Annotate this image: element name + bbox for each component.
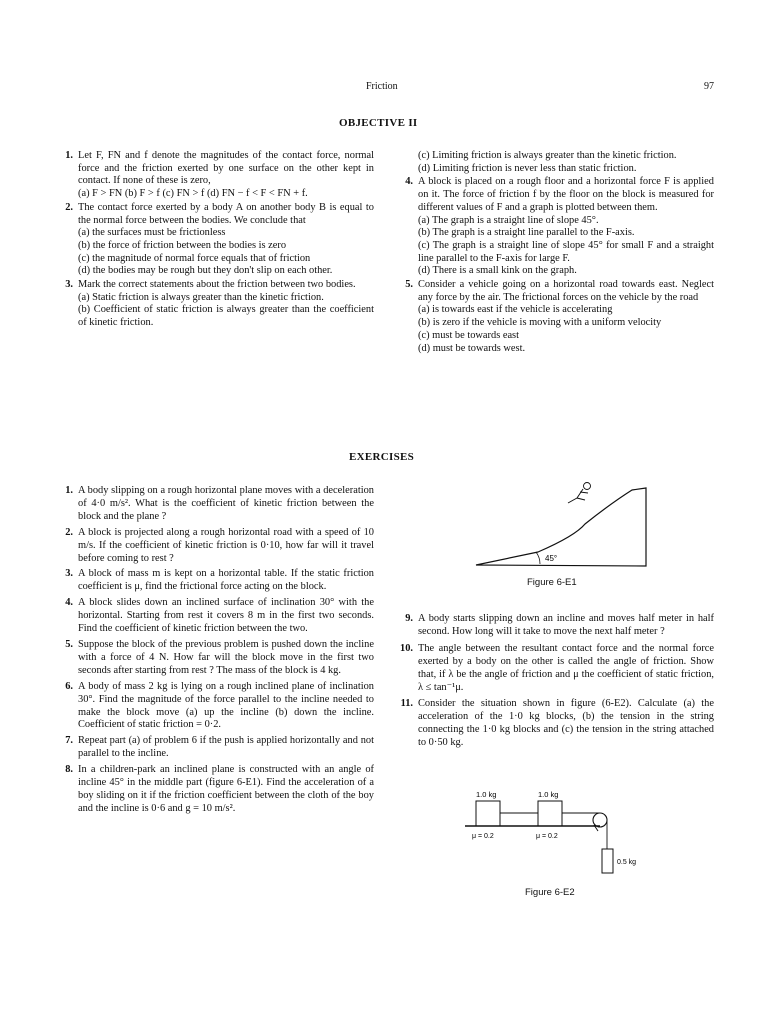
question-option: (d) must be towards west. [418,342,526,354]
question-text: Consider a vehicle going on a horizontal road towards east. Neglect any force by the air. The frictional forces on the vehicle by the road [418,279,714,303]
question-option: (c) Limiting friction is always greater than the kinetic friction. [418,150,677,161]
exercise-item [400,613,714,639]
objective-question [60,150,374,201]
boy-figure [568,483,591,504]
figure-6-e1-caption: Figure 6-E1 [527,577,577,588]
exercise-text: A block is projected along a rough horizontal road with a speed of 10 m/s. If the coefficient of kinetic friction is 0·10, how far will it travel before coming to rest ? [78,526,374,564]
question-number: 2. [65,201,73,213]
block-1-label: 1.0 kg [476,790,497,799]
exercise-text: A block of mass m is kept on a horizontal table. If the static friction coefficient is μ, find the frictional force acting on the block. [78,568,374,593]
block-1 [476,801,500,826]
exercise-text: Repeat part (a) of problem 6 if the push is applied horizontally and not parallel to the incline. [78,735,374,760]
question-option: (c) The graph is a straight line of slope 45° for small F and a straight line parallel to the F-axis for large F. [418,239,714,264]
pulley [593,813,607,827]
exercise-number: 11. [400,698,413,710]
question-number: 4. [405,176,413,188]
exercises-section-title: EXERCISES [349,451,415,463]
exercise-number: 1. [65,485,73,496]
exercise-text: A body of mass 2 kg is lying on a rough inclined plane of inclination 30°. Find the magnitude of the force parallel to the incline needed to make the block move (a) up the incline (b) down the incline. Coefficient of static friction = 0·2. [78,680,374,731]
angle-arc [536,552,540,564]
objective-section-title: OBJECTIVE II [339,117,418,129]
question-number: 3. [65,279,73,291]
question-text: A block is placed on a rough floor and a horizontal force F is applied on it. The force of friction f by the floor on the block is measured for different values of F and a graph is plotted between them. [418,176,714,213]
question-number: 5. [405,279,413,291]
objective-question [60,279,374,330]
objective-right-column [400,150,714,356]
exercise-text: A body slipping on a rough horizontal plane moves with a deceleration of 4·0 m/s². What is the coefficient of kinetic friction between the block and the plane ? [78,485,374,522]
objective-question [400,279,714,355]
exercise-number: 3. [65,568,73,580]
exercise-text: In a children-park an inclined plane is constructed with an angle of incline 45° in the middle part (figure 6-E1). Find the acceleration of a boy sliding on it if the friction coefficient between the cloth of the boy and the incline is 0·6 and g = 10 m/s². [78,764,374,814]
question-text: Mark the correct statements about the friction between two bodies. [78,279,356,291]
question-number: 1. [65,150,73,161]
slide-profile [476,488,646,566]
exercise-item [60,527,374,566]
objective-question [400,176,714,278]
exercise-item [60,764,374,816]
question-option: (d) Limiting friction is never less than static friction. [418,162,637,174]
exercise-number: 2. [65,526,73,538]
exercise-number: 4. [65,597,73,609]
block-2 [538,801,562,826]
exercise-number: 10. [400,642,413,654]
hanging-mass-label: 0.5 kg [617,859,637,866]
exercise-item [60,735,374,761]
question-text: The contact force exerted by a body A on another body B is equal to the normal force between the bodies. We conclude that [78,201,374,226]
exercise-text: Consider the situation shown in figure (6-E2). Calculate (a) the acceleration of the 1·0 kg blocks, (b) the tension in the string connecting the 1·0 kg blocks and (c) the tension in the string attached to 0·50 kg. [418,698,714,749]
question-option: (a) F > FN (b) F > f (c) FN > f (d) FN − f < F < FN + f. [78,188,308,200]
block-2-label: 1.0 kg [538,790,559,799]
objective-question [60,202,374,278]
exercise-text: A body starts slipping down an incline and moves half meter in half second. How long will it take to move the next half meter ? [418,613,714,637]
question-option: (b) The graph is a straight line parallel to the F-axis. [418,227,635,239]
exercise-number: 7. [65,735,73,747]
exercise-item [60,639,374,678]
exercise-number: 9. [405,613,413,624]
exercises-right-column [400,613,714,751]
running-header-chapter: Friction [366,81,398,92]
question-text: Let F, FN and f denote the magnitudes of the contact force, normal force and the friction exerted by one surface on the other kept in contact. If none of these is zero, [78,150,374,187]
question-option: (b) Coefficient of static friction is always greater than the coefficient of kinetic friction. [78,304,374,329]
exercise-number: 6. [65,680,73,692]
question-option: (b) is zero if the vehicle is moving with a uniform velocity [418,317,662,329]
exercises-left-column [60,485,374,819]
question-option: (d) the bodies may be rough but they don't slip on each other. [78,265,333,277]
exercise-item [60,681,374,733]
exercise-item [60,485,374,524]
exercise-text: The angle between the resultant contact force and the normal force exerted by a body on the other is called the angle of friction. Show that, if λ be the angle of friction and μ the coefficient of static friction, λ ≤ tan⁻¹μ. [418,642,714,693]
exercise-item [400,643,714,695]
exercise-item [400,698,714,750]
figure-6-e2-caption: Figure 6-E2 [525,887,575,898]
question-option: (b) the force of friction between the bodies is zero [78,239,287,251]
objective-question-continued [400,150,714,175]
objective-left-column [60,150,374,331]
question-option: (c) must be towards east [418,329,519,341]
question-option: (a) Static friction is always greater than the kinetic friction. [78,291,324,303]
exercise-item [60,568,374,594]
figure-6-e1-incline [470,478,720,574]
exercise-number: 8. [65,764,73,776]
exercise-item [60,597,374,636]
question-option: (d) There is a small kink on the graph. [418,265,577,277]
angle-label: 45° [545,554,558,563]
question-option: (a) is towards east if the vehicle is accelerating [418,304,613,316]
exercise-number: 5. [65,638,73,650]
mu-1-label: μ = 0.2 [472,833,494,840]
question-option: (a) the surfaces must be frictionless [78,227,226,239]
question-option: (c) the magnitude of normal force equals that of friction [78,252,311,264]
exercise-text: Suppose the block of the previous problem is pushed down the incline with a force of 4 N. How far will the block move in the first two seconds after starting from rest ? The mass of the block is 4 kg. [78,638,374,676]
hanging-block [602,849,613,873]
page-number: 97 [704,81,714,92]
figure-6-e2-pulley-system [460,787,660,882]
question-option: (a) The graph is a straight line of slope 45°. [418,214,599,226]
mu-2-label: μ = 0.2 [536,833,558,840]
exercise-text: A block slides down an inclined surface of inclination 30° with the horizontal. Starting from rest it covers 8 m in the first two seconds. Find the coefficient of kinetic friction between the two. [78,597,374,635]
